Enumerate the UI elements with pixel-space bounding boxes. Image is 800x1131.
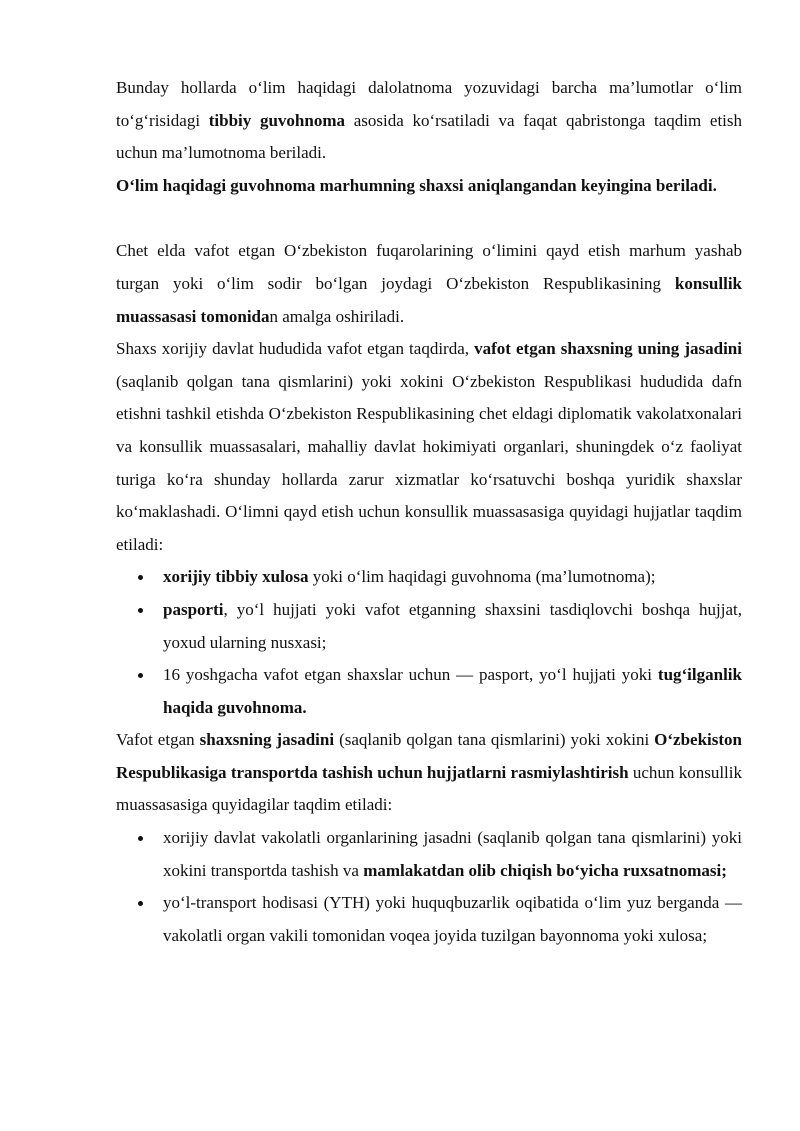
bullet-list-1 (116, 561, 742, 724)
bold-text: xorijiy tibbiy xulosa (163, 567, 309, 587)
bold-text: mamlakatdan olib chiqish bo‘yicha ruxsatnomasi; (363, 860, 727, 880)
bold-text: pasporti (163, 599, 224, 619)
bold-text: O‘zbekiston Respublikasiga transportda tashish uchun hujjatlarni rasmiylashtirish (116, 730, 743, 782)
bold-text: tug‘ilganlik haqida guvohnoma. (163, 665, 742, 717)
paragraph-gap (116, 202, 742, 235)
list-item: 16 yoshgacha vafot etgan shaxslar uchun — pasport, yo‘l hujjati yoki tug‘ilganlik haqida guvohnoma. (163, 659, 742, 724)
paragraph-2-bold (116, 170, 742, 203)
bullet-list-2 (116, 822, 742, 952)
list-item: pasporti, yo‘l hujjati yoki vafot etganning shaxsini tasdiqlovchi boshqa hujjat, yoxud ularning nusxasi; (163, 594, 742, 659)
bold-text: O‘lim haqidagi guvohnoma marhumning shaxsi aniqlangandan keyingina beriladi. (116, 175, 717, 195)
paragraph-5: Vafot etgan shaxsning jasadini (saqlanib qolgan tana qismlarini) yoki xokini O‘zbekiston Respublikasiga transportda tashish uchun hujjatlarni rasmiylashtirish uchun konsullik muassasasiga quyidagilar taqdim etiladi: (116, 730, 743, 815)
document-page (116, 72, 742, 952)
paragraph-4: Shaxs xorijiy davlat hududida vafot etgan taqdirda, vafot etgan shaxsning uning jasadini (saqlanib qolgan tana qismlarini) yoki xokini O‘zbekiston Respublikasi hududida dafn etishni tashkil etishda O‘zbekiston Respublikasining chet eldagi diplomatik vakolatxonalari va konsullik muassasalari, mahalliy davlat hokimiyati organlari, shuningdek o‘z faoliyat turiga ko‘ra shunday hollarda zarur xizmatlar ko‘rsatuvchi boshqa yuridik shaxslar ko‘maklashadi. O‘limni qayd etish uchun konsullik muassasasiga quyidagi hujjatlar taqdim etiladi: (116, 339, 742, 554)
paragraph-3: Chet elda vafot etgan O‘zbekiston fuqarolarining o‘limini qayd etish marhum yashab turgan yoki o‘lim sodir bo‘lgan joydagi O‘zbekiston Respublikasining konsullik muassasasi tomonidan amalga oshiriladi. (116, 241, 742, 326)
list-item: xorijiy davlat vakolatli organlarining jasadni (saqlanib qolgan tana qismlarini) yoki xokini transportda tashish va mamlakatdan olib chiqish bo‘yicha ruxsatnomasi; (163, 822, 742, 887)
list-item: yo‘l-transport hodisasi (YTH) yoki huquqbuzarlik oqibatida o‘lim yuz berganda — vakolatli organ vakili tomonidan voqea joyida tuzilgan bayonnoma yoki xulosa; (163, 887, 742, 952)
list-item: xorijiy tibbiy xulosa yoki o‘lim haqidagi guvohnoma (ma’lumotnoma); (163, 561, 742, 594)
bold-text: konsullik muassasasi tomonida (116, 273, 742, 326)
bold-text: tibbiy guvohnoma (208, 110, 345, 130)
bold-text: vafot etgan shaxsning uning jasadini (474, 339, 742, 359)
bold-text: shaxsning jasadini (199, 730, 335, 750)
paragraph-1: Bunday hollarda o‘lim haqidagi dalolatnoma yozuvidagi barcha ma’lumotlar o‘lim to‘g‘risidagi tibbiy guvohnoma asosida ko‘rsatiladi va faqat qabristonga taqdim etish uchun ma’lumotnoma beriladi. (116, 78, 743, 163)
